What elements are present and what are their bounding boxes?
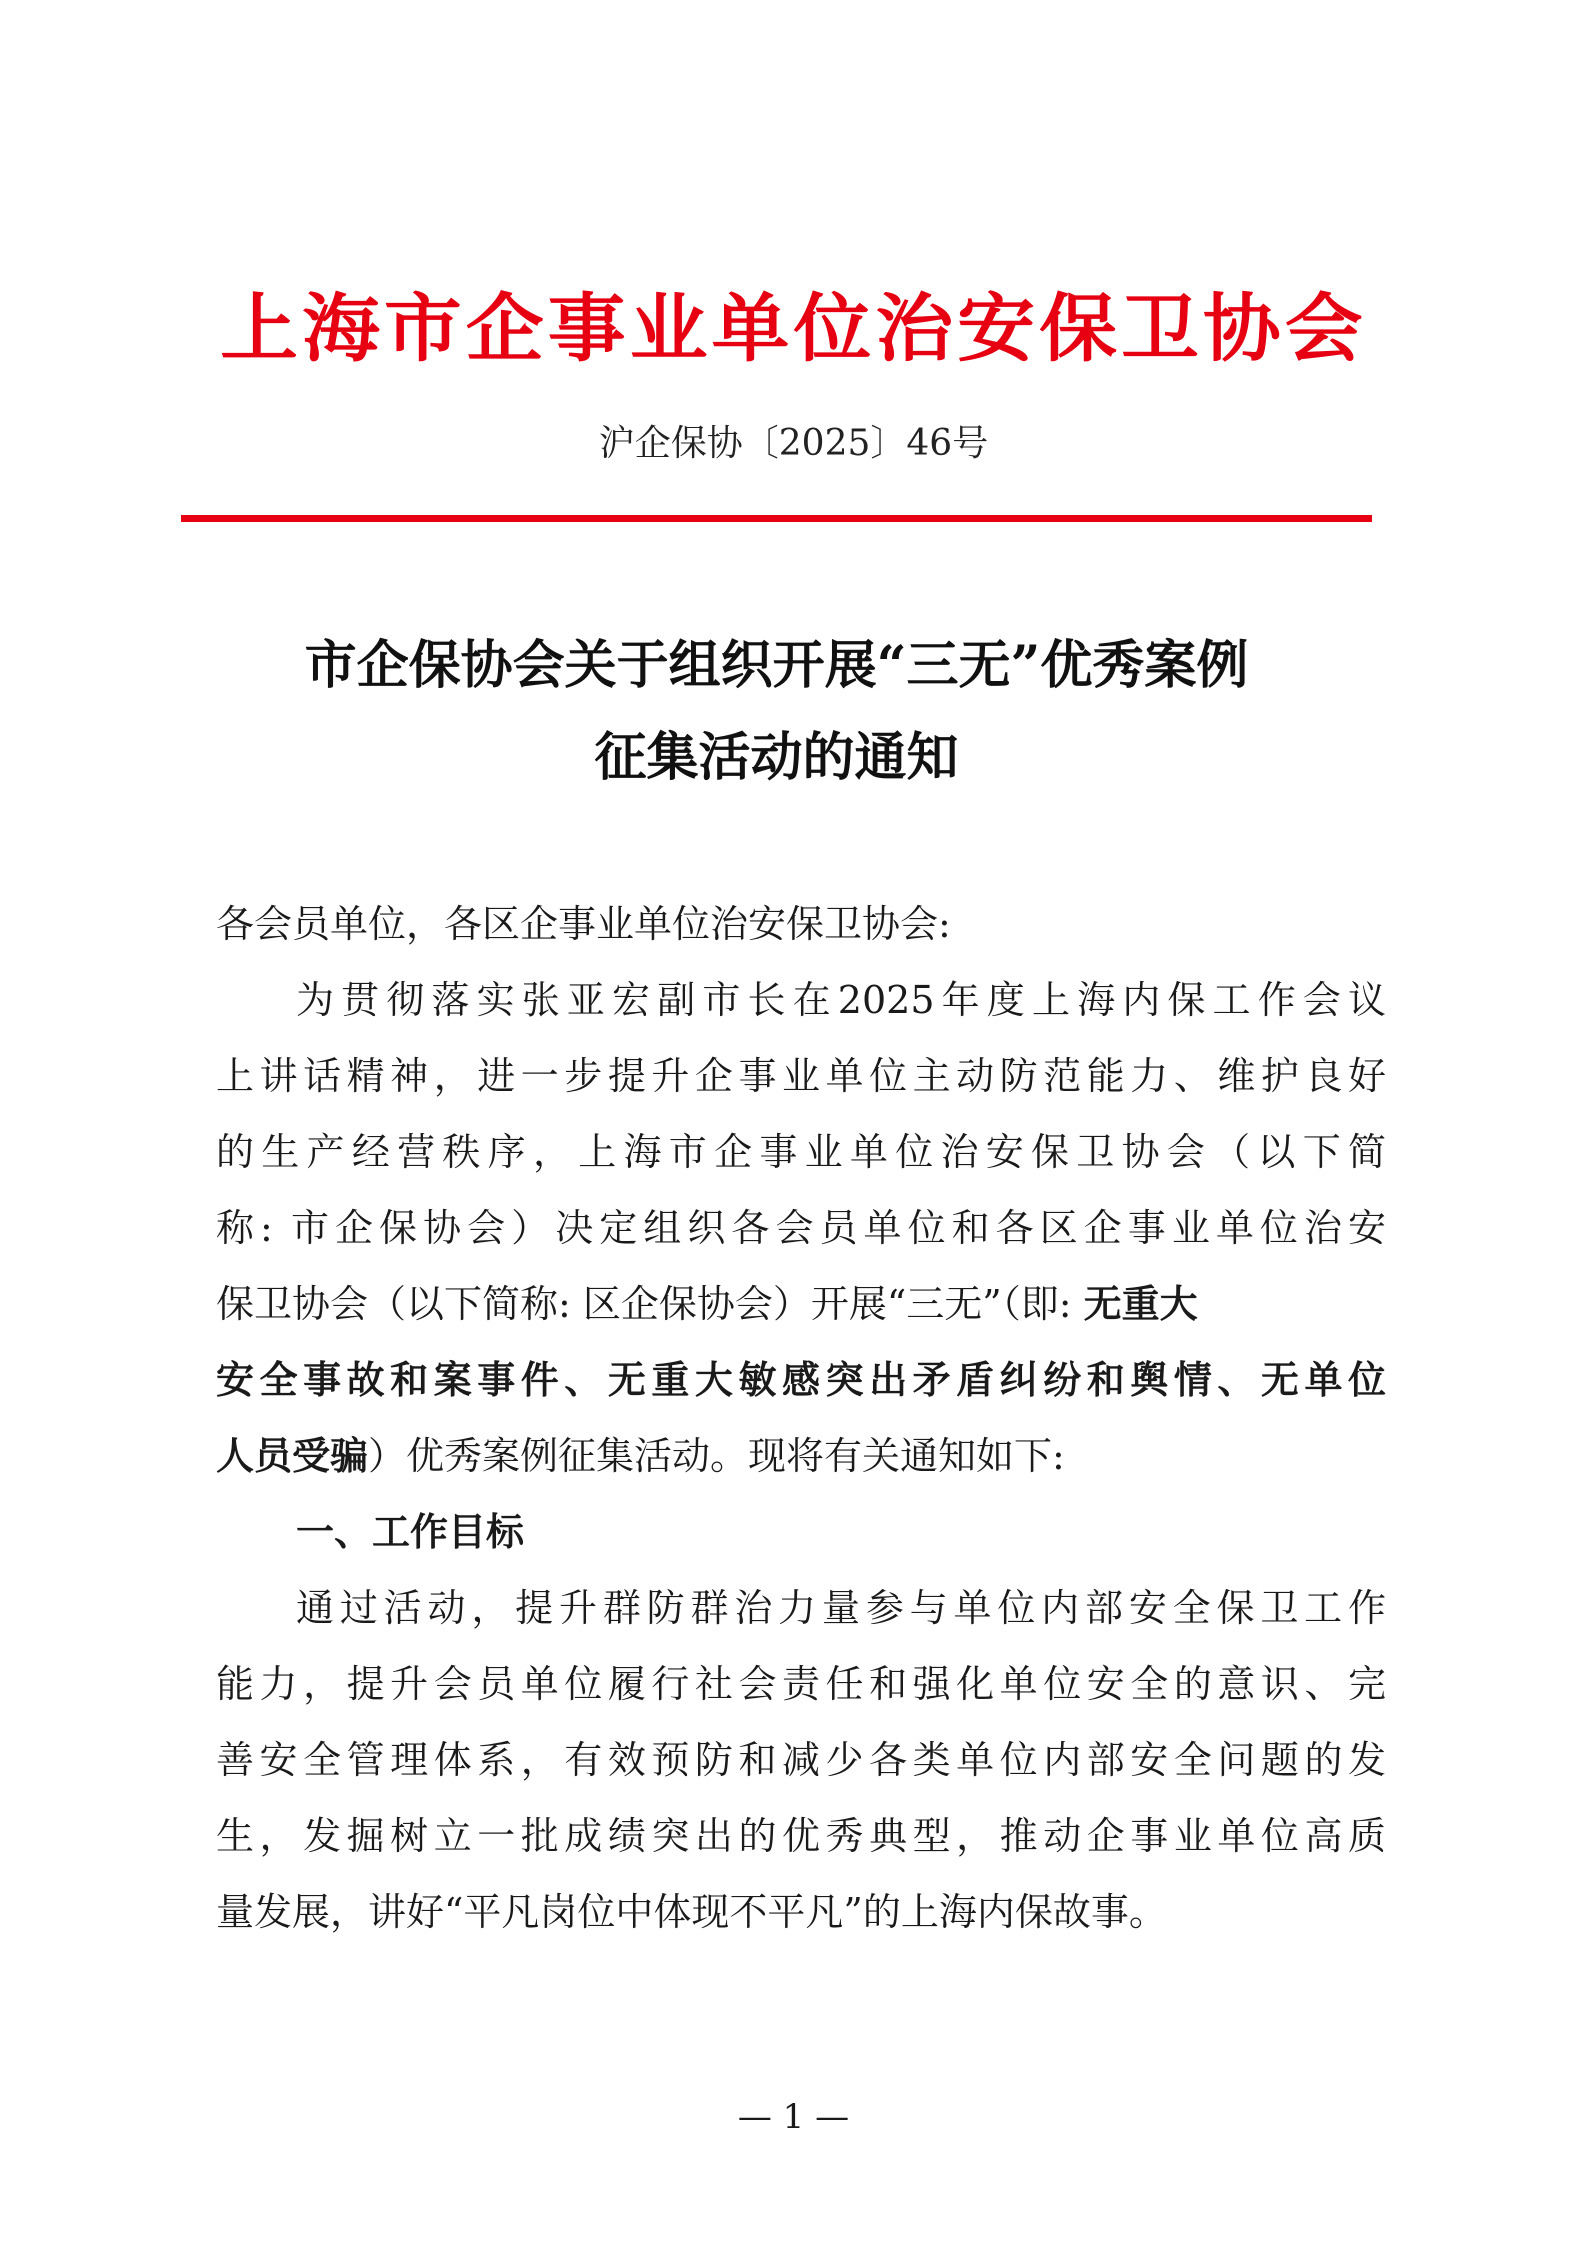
paragraph-1-line-5-text: 保卫协会（以下简称: 区企保协会）开展“三无”（即: xyxy=(216,1282,1084,1326)
document-number: 沪企保协〔2025〕46号 xyxy=(598,423,989,464)
paragraph-1-line-4: 称: 市企保协会）决定组织各会员单位和各区企事业单位治安 xyxy=(216,1206,1386,1250)
paragraph-1-line-7 xyxy=(216,1418,1386,1494)
salutation: 各会员单位，各区企事业单位治安保卫协会: xyxy=(216,902,951,946)
section-1-line-2: 能力，提升会员单位履行社会责任和强化单位安全的意识、完 xyxy=(216,1662,1386,1706)
paragraph-1-emphasis-line: 安全事故和案事件、无重大敏感突出矛盾纠纷和舆情、无单位 xyxy=(216,1358,1386,1402)
section-1-line-3: 善安全管理体系，有效预防和减少各类单位内部安全问题的发 xyxy=(216,1738,1386,1782)
section-1-heading: 一、工作目标 xyxy=(296,1510,525,1554)
paragraph-1-emphasis-end: 人员受骗 xyxy=(216,1434,369,1478)
section-1-line-1: 通过活动，提升群防群治力量参与单位内部安全保卫工作 xyxy=(296,1586,1386,1630)
paragraph-1-line-7-text: ）优秀案例征集活动。现将有关通知如下: xyxy=(368,1434,1065,1478)
paragraph-1-line-3: 的生产经营秩序，上海市企事业单位治安保卫协会（以下简 xyxy=(216,1130,1386,1174)
paragraph-1-line-5 xyxy=(216,1266,1386,1342)
section-1-line-4: 生，发掘树立一批成绩突出的优秀典型，推动企事业单位高质 xyxy=(216,1814,1386,1858)
red-divider-line xyxy=(181,515,1372,522)
paragraph-1-emphasis-start: 无重大 xyxy=(1083,1282,1198,1326)
paragraph-1-line-2: 上讲话精神，进一步提升企事业单位主动防范能力、维护良好 xyxy=(216,1054,1386,1098)
notice-title-line-2: 征集活动的通知 xyxy=(594,727,959,788)
notice-body xyxy=(216,886,1386,1950)
paragraph-1-line-1: 为贯彻落实张亚宏副市长在2025年度上海内保工作会议 xyxy=(296,978,1386,1022)
page-number: — 1 — xyxy=(737,2097,850,2137)
notice-title-line-1: 市企保协会关于组织开展“三无”优秀案例 xyxy=(304,635,1249,696)
letterhead-org-name: 上海市企事业单位治安保卫协会 xyxy=(220,286,1367,372)
section-1-line-5: 量发展，讲好“平凡岗位中体现不平凡”的上海内保故事。 xyxy=(216,1890,1167,1934)
